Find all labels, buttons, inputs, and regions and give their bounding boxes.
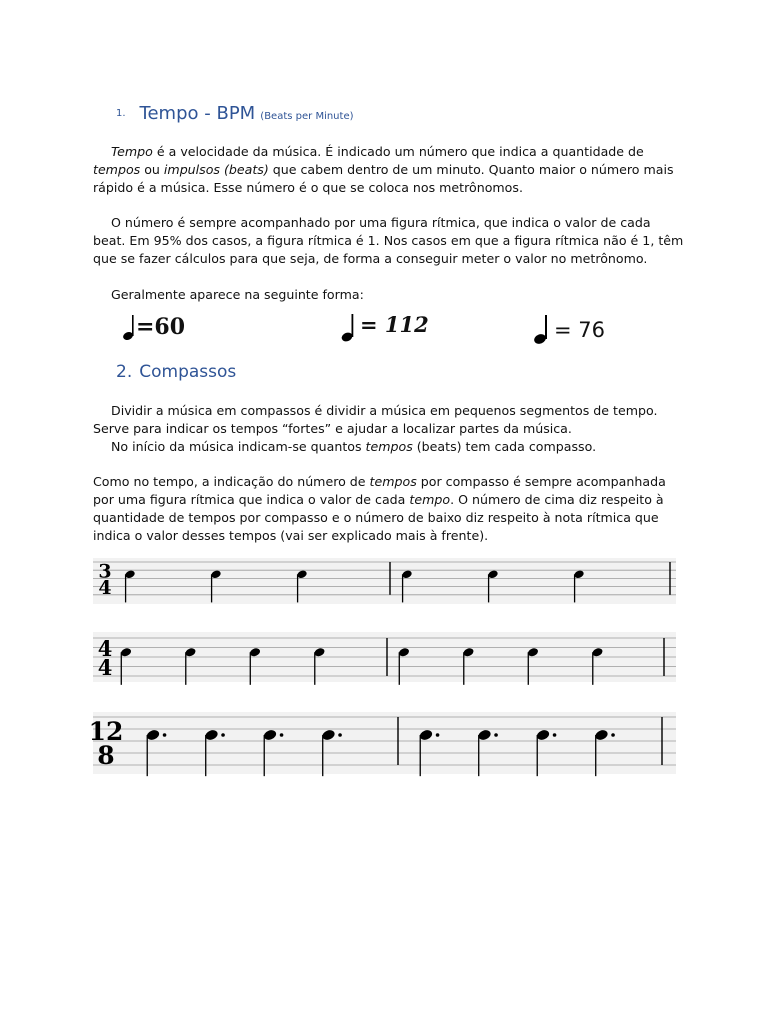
section-2-title: Compassos — [139, 362, 237, 382]
note-dot — [494, 733, 498, 737]
text-run: por compasso é sempre acompanhada — [416, 474, 666, 489]
quarter-note-icon — [340, 312, 356, 344]
staff-3-4 — [93, 558, 676, 604]
text-run: por uma figura rítmica que indica o valor de cada — [93, 492, 410, 507]
tempo-example-2-value: = 112 — [360, 312, 429, 337]
text-run: que cabem dentro de um minuto. Quanto maior o número mais — [268, 162, 674, 177]
text-line: Serve para indicar os tempos “fortes” e ajudar a localizar partes da música. — [93, 421, 572, 436]
text-line: que se fazer cálculos para que seja, de forma a conseguir meter o valor no metrônomo. — [93, 251, 648, 266]
section-1-heading — [116, 103, 354, 124]
time-signature-bottom: 4 — [97, 655, 113, 680]
staff-12-8 — [88, 712, 676, 774]
text-run: é a velocidade da música. É indicado um número que indica a quantidade de — [152, 144, 644, 159]
note-dot — [163, 733, 167, 737]
text-line: beat. Em 95% dos casos, a figura rítmica é 1. Nos casos em que a figura rítmica não é 1, têm — [93, 233, 684, 248]
time-signature-top: 3 — [98, 560, 112, 583]
tempo-example-3-value: = 76 — [554, 318, 605, 342]
time-signature-bottom: 8 — [97, 741, 115, 770]
section-2-number: 2. — [116, 362, 133, 382]
text-line: quantidade de tempos por compasso e o número de baixo diz respeito à nota rítmica que — [93, 510, 659, 525]
section-1-subtitle: (Beats per Minute) — [260, 111, 354, 122]
text-run: Como no tempo, a indicação do número de — [93, 474, 370, 489]
italic-term: tempos — [93, 162, 141, 177]
note-dot — [553, 733, 557, 737]
text-line: indica o valor desses tempos (vai ser explicado mais à frente). — [93, 528, 489, 543]
time-signature-top: 12 — [88, 717, 124, 746]
quarter-note-icon — [122, 312, 136, 342]
italic-term: tempos — [365, 439, 413, 454]
italic-term: Tempo — [111, 144, 153, 159]
paragraph-rhythmic-figure — [93, 214, 684, 268]
text-run: ou — [140, 162, 164, 177]
note-dot — [338, 733, 342, 737]
staff-background — [93, 558, 676, 604]
paragraph-usual-form — [93, 286, 678, 304]
time-signature-top: 4 — [97, 636, 113, 661]
text-run: No início da música indicam-se quantos — [111, 439, 366, 454]
italic-term: tempo — [409, 492, 451, 507]
text-line: Geralmente aparece na seguinte forma: — [111, 287, 364, 302]
note-dot — [280, 733, 284, 737]
note-dot — [436, 733, 440, 737]
text-line: O número é sempre acompanhado por uma figura rítmica, que indica o valor de cada — [111, 215, 651, 230]
staff-4-4 — [93, 632, 676, 682]
paragraph-compassos-definition — [93, 402, 678, 456]
note-dot — [611, 733, 615, 737]
section-1-number: 1. — [116, 108, 126, 119]
paragraph-time-signature — [93, 473, 678, 545]
section-2-heading — [116, 362, 236, 382]
section-1-title: Tempo - BPM — [139, 103, 256, 124]
quarter-note-icon — [532, 313, 550, 347]
text-line: rápido é a música. Esse número é o que se coloca nos metrônomos. — [93, 180, 523, 195]
tempo-example-1-value: =60 — [136, 314, 186, 340]
text-run: . O número de cima diz respeito à — [450, 492, 664, 507]
italic-term: impulsos (beats) — [163, 162, 269, 177]
note-dot — [221, 733, 225, 737]
italic-term: tempos — [369, 474, 417, 489]
text-run: (beats) tem cada compasso. — [412, 439, 597, 454]
time-signature-bottom: 4 — [98, 576, 112, 599]
paragraph-tempo-definition — [93, 143, 678, 197]
text-line: Dividir a música em compassos é dividir a música em pequenos segmentos de tempo. — [111, 403, 658, 418]
